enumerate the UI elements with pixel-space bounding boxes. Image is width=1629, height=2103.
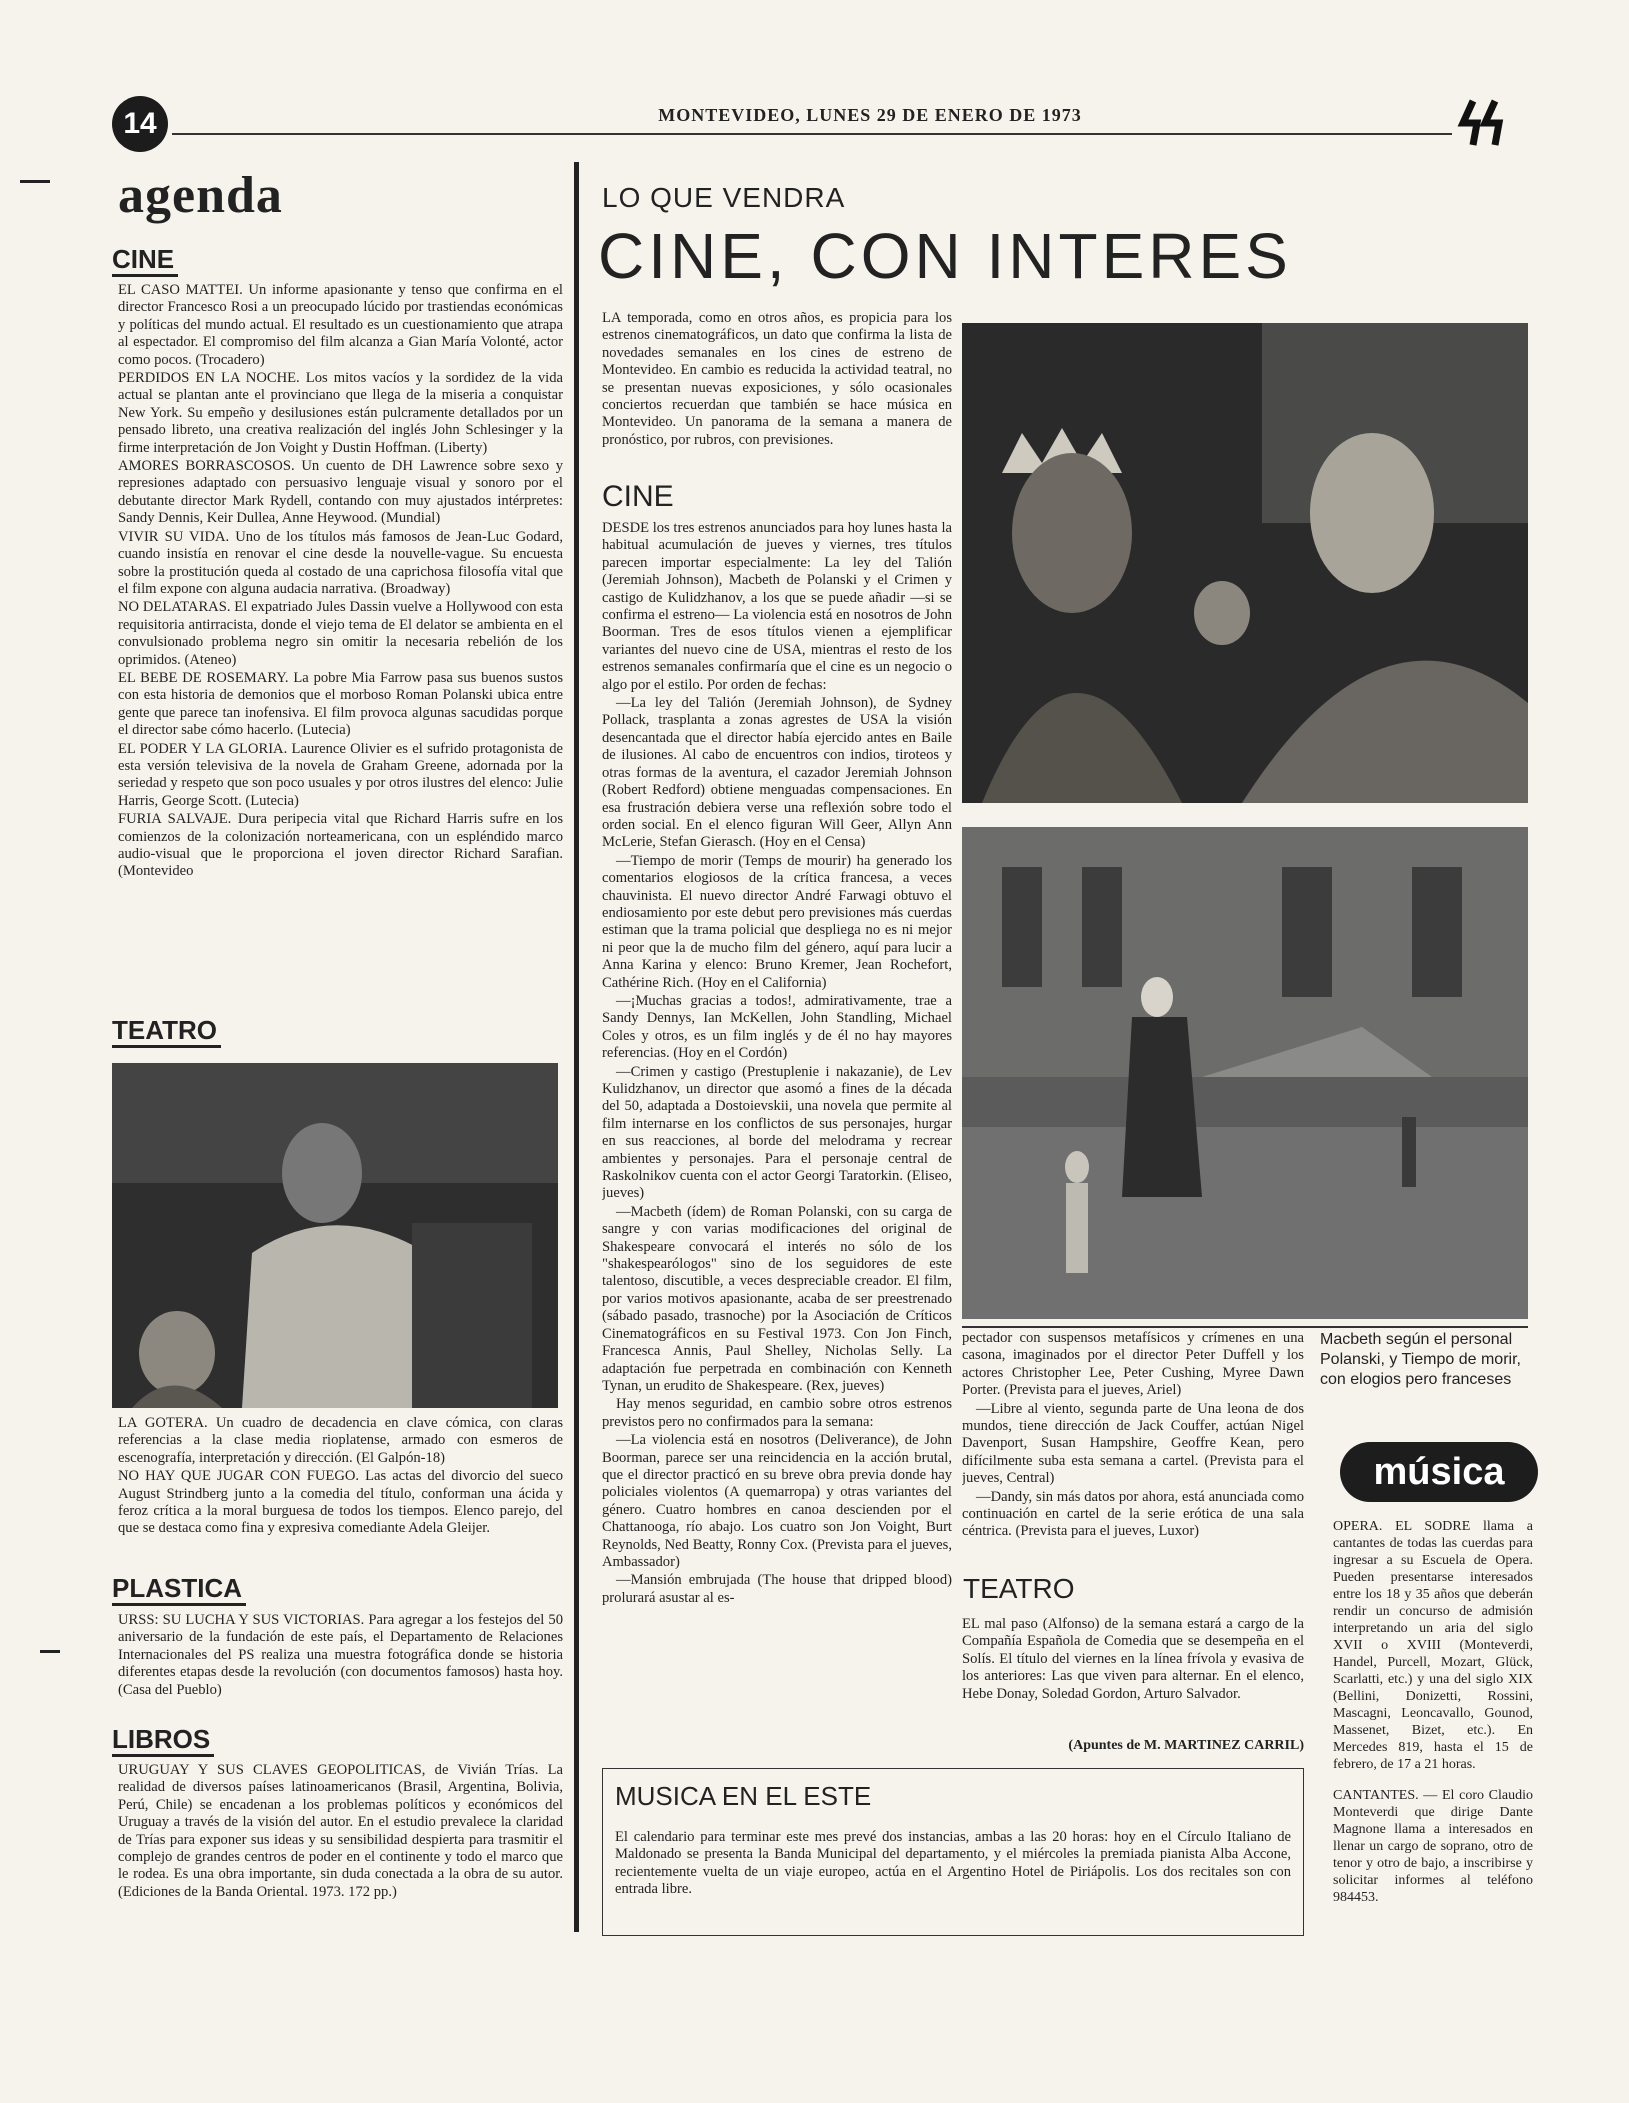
- page-number-badge: [112, 96, 168, 152]
- paragraph: —La violencia está en nosotros (Deliverance), de John Boorman, parece ser una reincidencia en la acción brutal, que el director practicó en su breve obra previa donde hay policiales violentos (A quemarropa) y otras variantes del género. Cuatro hombres en canoa descienden por el Chattanooga, río abajo. Los cuatro son Jon Voight, Burt Reynolds, Ned Beatty, Ronny Cox. (Prevista para el jueves, Ambassador): [602, 1432, 952, 1570]
- musica-body: [1333, 1518, 1533, 1928]
- paragraph: Hay menos seguridad, en cambio sobre otros estrenos previstos pero no confirmados para la semana:: [602, 1396, 952, 1430]
- feature-teatro-heading: TEATRO: [963, 1573, 1075, 1604]
- musica-este-title: MUSICA EN EL ESTE: [615, 1781, 872, 1811]
- list-item: PERDIDOS EN LA NOCHE. Los mitos vacíos y la sordidez de la vida actual se plantan ante el provinciano que llega de la miseria a conquistar New York. Su empeño y desilusiones están pulcramente detallados por un pensado libreto, una creativa realización del inglés John Schlesinger y la firme interpretación de Jon Voight y Dustin Hoffman. (Liberty): [118, 370, 563, 456]
- agenda-libros-list: [118, 1762, 563, 1944]
- list-item: AMORES BORRASCOSOS. Un cuento de DH Lawrence sobre sexo y represiones adaptado con persuasivo lenguaje visual y sonoro por el debutante director Mark Rydell, contando con muy ajustados intérpretes: Sandy Dennis, Keir Dullea, Anne Heywood. (Mundial): [118, 458, 563, 527]
- header-rule: [172, 133, 1452, 135]
- paragraph: —La ley del Talión (Jeremiah Johnson), de Sydney Pollack, trasplanta a zonas agrestes de USA la visión desencantada que el director había ejercido antes en Baile de ilusiones. Al cabo de encuentros con indios, tiroteos y otras formas de la aventura, el cazador Jeremiah Johnson (Robert Redford) obtiene menguadas compensaciones. En esa frustración debiera verse una reflexión sobre todo el orden social. En el elenco figuran Will Geer, Allyn Ann McLerie, Stefan Gierasch. (Hoy en el Censa): [602, 695, 952, 851]
- paragraph: CANTANTES. — El coro Claudio Monteverdi que dirige Dante Magnone llama a interesados en llenar un cargo de soprano, otro de tenor y otro de bajo, a inscribirse y solicitar informes al teléfono 984453.: [1333, 1788, 1533, 1905]
- agenda-cine-heading: CINE: [112, 244, 178, 277]
- feature-intro: LA temporada, como en otros años, es propicia para los estrenos cinematográficos, un dato que confirma la lista de novedades semanales en los cines de estreno de Montevideo. En cambio es reducida la actividad teatral, no se presentan nuevas exposiciones, y sólo ocasionales conciertos recuerdan que también se hace música en Montevideo. Un panorama de la semana a manera de pronóstico, por rubros, con previsiones.: [602, 310, 952, 448]
- page-number: 14: [123, 107, 157, 140]
- musica-este-body: El calendario para terminar este mes prevé dos instancias, ambas a las 20 horas: hoy en el Círculo Italiano de Maldonado se presenta la Banda Municipal del departamento, y el miércoles la premiada pianista Alba Accone, recientemente vuelta de un viaje europeo, actúa en el Argentino Hotel de Piriápolis. Los dos recitales son con entrada libre.: [615, 1829, 1291, 1898]
- paragraph: —Tiempo de morir (Temps de mourir) ha generado los comentarios elogiosos de la crítica francesa, a veces chauvinista. El nuevo director André Farwagi obtuvo el endiosamiento por este debut pero previsiones más cuerdas estiman que la trama policial que despliega no es ni mejor ni peor que la de mucho film del género, aquí para lucir a Anna Karina y elenco: Bruno Kremer, Jean Rochefort, Cathérine Rich. (Hoy en el California): [602, 852, 952, 991]
- list-item: VIVIR SU VIDA. Uno de los títulos más famosos de Jean-Luc Godard, cuando insistía en renovar el cine desde la nouvelle-vague. Su encuesta sobre la prostitución queda al costado de una caprichosa filosofía vital que el film expone con alguna audacia narrativa. (Broadway): [118, 528, 563, 597]
- musica-badge: música: [1340, 1442, 1538, 1502]
- paragraph: —Dandy, sin más datos por ahora, está anunciada como continuación en cartel de la serie erótica de una sala céntrica. (Prevista para el jueves, Luxor): [962, 1488, 1304, 1540]
- teatro-photo: [112, 1063, 558, 1408]
- paragraph: pectador con suspensos metafísicos y crímenes en una casona, imaginados por el director Peter Duffell y los actores Christopher Lee, Peter Cushing, Myree Dawn Porter. (Prevista para el jueves, Ariel): [962, 1330, 1304, 1399]
- agenda-plastica-heading: PLASTICA: [112, 1573, 246, 1606]
- paragraph: OPERA. EL SODRE llama a cantantes de todas las cuerdas para ingresar a su Escuela de Opera. Pueden presentarse interesados entre los 18 y 35 años que deberán rendir un concurso de admisión interpretando un aria del siglo XVII o XVIII (Monteverdi, Handel, Purcell, Mozart, Glück, Scarlatti, etc.) y una del siglo XIX (Bellini, Donizetti, Rossini, Mascagni, Leoncavallo, Gounod, Massenet, Bizet, etc.). En Mercedes 819, hasta el 15 de febrero, de 17 a 21 horas.: [1333, 1519, 1533, 1772]
- feature-headline: CINE, CON INTERES: [598, 220, 1292, 292]
- feature-teatro-body: EL mal paso (Alfonso) de la semana estará a cargo de la Compañía Española de Comedia que se desempeña en el Solís. El título del viernes en la línea frívola y evasiva de los anteriores: Las que viven para alternar. En el elenco, Hebe Donay, Soledad Gordon, Arturo Salvador.: [962, 1616, 1304, 1702]
- column-separator: [574, 162, 579, 1932]
- list-item: FURIA SALVAJE. Dura peripecia vital que Richard Harris sufre en los comienzos de la colonización norteamericana, con un espléndido marco audio-visual que le proporciona el joven director Richard Sarafian. (Montevideo: [118, 811, 563, 880]
- agenda-title: agenda: [118, 167, 283, 224]
- list-item: URUGUAY Y SUS CLAVES GEOPOLITICAS, de Vivián Trías. La realidad de diversos países latinoamericanos (Brasil, Argentina, Bolivia, Perú, Chile) se encadenan a los problemas políticos y económicos del Uruguay a través de la visión del autor. En el estudio prevalece la claridad de Trías para exponer sus ideas y su sensibilidad despierta para trasmitir el complejo de grandes centros de poder en el continente y todo el marco que le rodea. Es una obra importante, sin duda conectada a la obra de su autor. (Ediciones de la Banda Oriental. 1973. 172 pp.): [118, 1762, 563, 1900]
- teatro-photo-image: [112, 1063, 558, 1408]
- tiempo-de-morir-photo: [962, 827, 1528, 1319]
- feature-cine-continuation: [962, 1330, 1304, 1546]
- feature-kicker: LO QUE VENDRA: [602, 182, 846, 213]
- list-item: LA GOTERA. Un cuadro de decadencia en clave cómica, con claras referencias a la clase media rioplatense, armado con esmeros de escenografía, interpretación y dirección. (El Galpón-18): [118, 1415, 563, 1466]
- paragraph: —Macbeth (ídem) de Roman Polanski, con su carga de sangre y con varias modificaciones del original de Shakespeare convocará el interés no sólo de los "shakespearólogos" sino de los seguidores de este talentoso, discutible, a veces despreciable creador. El film, por varios motivos apasionante, acaba de ser preestrenado (sábado pasado, trasnoche) por la Asociación de Críticos Cinematográficos en su Festival 1973. Con Jon Finch, Francesca Annis, Paul Shelley, Nicholas Selly. La adaptación fue perpetrada en combinación con Kenneth Tynan, un erudito de Shakespeare. (Rex, jueves): [602, 1203, 952, 1394]
- agenda-teatro-list: [118, 1415, 563, 1565]
- agenda-teatro-heading: TEATRO: [112, 1015, 221, 1048]
- margin-mark: [40, 1650, 60, 1653]
- list-item: EL BEBE DE ROSEMARY. La pobre Mia Farrow pasa sus buenos sustos con esta historia de demonios que el morboso Roman Polanski ubica entre gente que parece tan inofensiva. El film provoca algunas sacudidas porque el director sabe cómo hacerlo. (Lutecia): [118, 669, 563, 739]
- paragraph: —Mansión embrujada (The house that dripped blood) prolurará asustar al es-: [602, 1572, 952, 1606]
- paragraph: DESDE los tres estrenos anunciados para hoy lunes hasta la habitual acumulación de jueves y viernes, tres títulos parecen importar especialmente: La ley del Talión (Jeremiah Johnson), Macbeth de Polanski y el Crimen y castigo de Kulidzhanov, a los que se puede añadir —si se confirma el estreno— La violencia está en nosotros de John Boorman. Tres de esos títulos vienen a ejemplificar variantes del nuevo cine de USA, mientras el resto de los estrenos semanales confirmaría que el cine es un negocio o algo por el estilo. Por orden de fechas:: [602, 520, 952, 693]
- margin-mark: [20, 180, 50, 183]
- newspaper-logo: [1455, 95, 1505, 151]
- list-item: URSS: SU LUCHA Y SUS VICTORIAS. Para agregar a los festejos del 50 aniversario de la fundación de este país, el Departamento de Relaciones Internacionales del PS realiza una muestra fotográfica donde se historia diferentes etapas desde la revolución (con documentos famosos) hasta hoy. (Casa del Pueblo): [118, 1612, 563, 1698]
- paragraph: —¡Muchas gracias a todos!, admirativamente, trae a Sandy Dennys, Ian McKellen, John Standling, Michael Coles y otros, es un film inglés y de él no hay mayores referencias. (Hoy en el Cordón): [602, 992, 952, 1062]
- list-item: EL CASO MATTEI. Un informe apasionante y tenso que confirma en el director Francesco Rosi a un preocupado lúcido por trastiendas económicas y políticas del mundo actual. El resultado es un cuestionamiento que atrapa al espectador. El compromiso del film alcanza a Gian María Volonté, actor como pocos. (Trocadero): [118, 282, 563, 368]
- photo-caption: Macbeth según el personal Polanski, y Tiempo de morir, con elogios pero franceses: [1320, 1331, 1521, 1388]
- feature-cine-body: [602, 520, 952, 1752]
- list-item: NO DELATARAS. El expatriado Jules Dassin vuelve a Hollywood con esta requisitoria antirracista, donde el viejo tema de El delator se ambienta en el convulsionado problema negro sin omitir la necesaria rebelión de los oprimidos. (Ateneo): [118, 599, 563, 668]
- macbeth-photo-image: [962, 323, 1528, 803]
- dateline: MONTEVIDEO, LUNES 29 DE ENERO DE 1973: [658, 105, 1082, 125]
- photo-rule: [962, 1326, 1528, 1328]
- list-item: EL PODER Y LA GLORIA. Laurence Olivier es el sufrido protagonista de esta versión televisiva de la novela de Graham Greene, adornada por la seriedad y respeto que son poco usuales y por otros ilustres del elenco: Julie Harris, George Scott. (Lutecia): [118, 740, 563, 809]
- agenda-plastica-list: [118, 1612, 563, 1742]
- agenda-libros-heading: LIBROS: [112, 1724, 214, 1757]
- agenda-cine-list: [118, 282, 563, 1050]
- tiempo-de-morir-photo-image: [962, 827, 1528, 1319]
- feature-cine-heading: CINE: [602, 480, 674, 513]
- article-credit: (Apuntes de M. MARTINEZ CARRIL): [1068, 1738, 1304, 1753]
- paragraph: —Crimen y castigo (Prestuplenie i nakazanie), de Lev Kulidzhanov, un director que asomó a fines de la década del 50, adaptada a Dostoievskii, una novela que permite al film internarse en los conflictos de sus personajes, hurgar en sus reacciones, al borde del melodrama y recrear ambientes y personajes. Para el personaje central de Raskolnikov cuenta con el actor Georgi Taratorkin. (Eliseo, jueves): [602, 1063, 952, 1202]
- macbeth-photo: [962, 323, 1528, 803]
- paragraph: —Libre al viento, segunda parte de Una leona de dos mundos, tiene dirección de Jack Couffer, actúan Nigel Davenport, Susan Hampshire, Geoffre Kean, pero difícilmente suba esta semana a cartel. (Prevista para el jueves, Central): [962, 1400, 1304, 1487]
- logo-mark-icon: [1455, 95, 1505, 151]
- musica-en-el-este-box: [602, 1768, 1304, 1936]
- list-item: NO HAY QUE JUGAR CON FUEGO. Las actas del divorcio del sueco August Strindberg junto a la comedia del título, conforman una ácida y feroz crítica a la moral burguesa de todos los tiempos. Elenco parejo, del que se destaca como fina y expresiva comediante Adela Gleijer.: [118, 1468, 563, 1537]
